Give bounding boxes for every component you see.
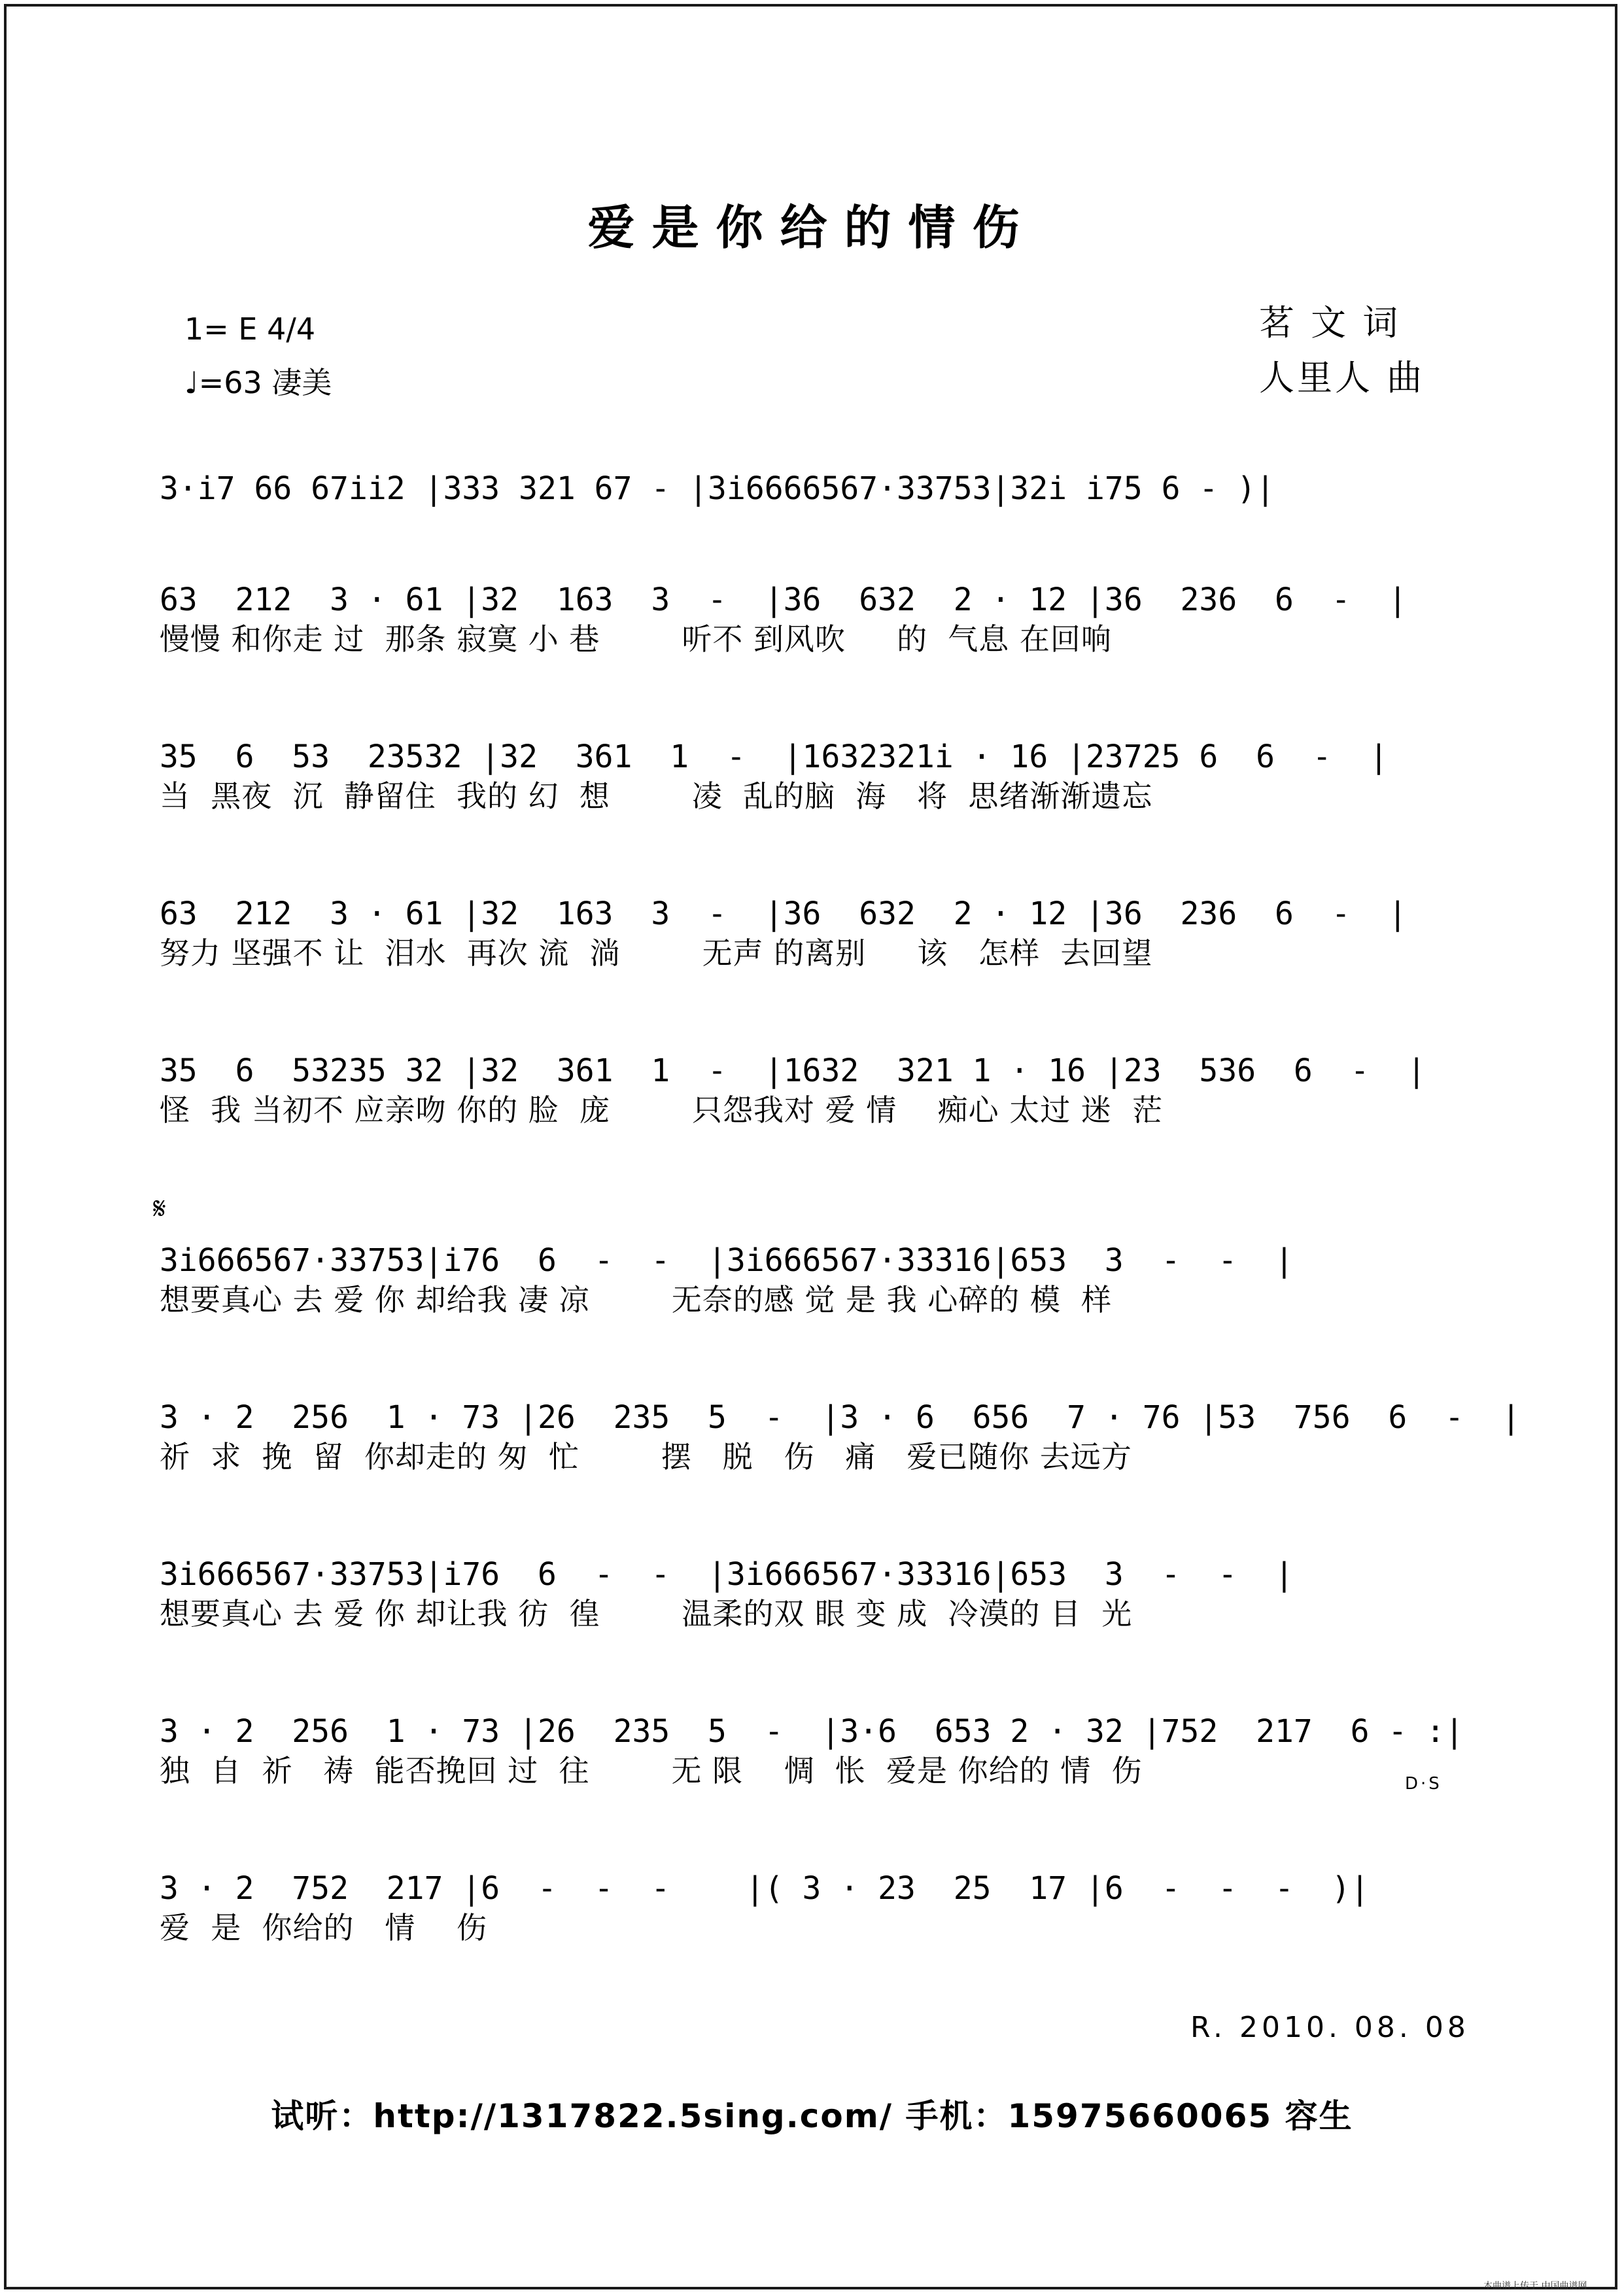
lyrics-line: 慢慢 和你走 过 那条 寂寞 小 巷 听不 到风吹 的 气息 在回响: [160, 621, 1112, 657]
score-row-6: [160, 1240, 1468, 1318]
notation-line: 3 · 2 256 1 · 73 |26 235 5 - |3·6 653 2 · 32 |752 217 6 - :|: [160, 1713, 1464, 1750]
song-title: 爱是你给的情伤: [587, 200, 1037, 255]
lyrics-line: 想要真心 去 爱 你 却给我 凄 凉 无奈的感 觉 是 我 心碎的 模 样: [160, 1282, 1113, 1317]
score-row-2: [160, 579, 1468, 657]
notation-line: 63 212 3 · 61 |32 163 3 - |36 632 2 · 12 |36 236 6 - |: [160, 896, 1408, 932]
contact-info: 试听：http://1317822.5sing.com/ 手机：15975660065 容生: [271, 2097, 1353, 2135]
lyrics-line: 爱 是 你给的 情 伤: [160, 1910, 487, 1945]
tempo: ♩=63 凄美: [184, 365, 332, 400]
score-row-4: [160, 893, 1468, 971]
score-row-5: [160, 1050, 1468, 1128]
notation-line: 3i666567·33753|i76 6 - - |3i666567·33316|653 3 - - |: [160, 1556, 1294, 1593]
score-row-3: [160, 736, 1468, 814]
composer: 人里人 曲: [1259, 357, 1425, 398]
segno-icon: 𝄋: [153, 1191, 166, 1226]
lyrics-line: 当 黑夜 沉 静留住 我的 幻 想 凌 乱的脑 海 将 思绪渐渐遗忘: [160, 778, 1153, 814]
notation-line: 35 6 53 23532 |32 361 1 - |1632321i · 16 |23725 6 6 - |: [160, 739, 1389, 775]
credits: [1259, 296, 1425, 406]
score-row-1: [160, 468, 1468, 510]
song-meta: [184, 302, 332, 409]
score-row-10: [160, 1868, 1468, 1946]
lyrics-line: 独 自 祈 祷 能否挽回 过 往 无 限 惆 怅 爱是 你给的 情 伤: [160, 1753, 1143, 1788]
revision-date: R. 2010. 08. 08: [1190, 2011, 1470, 2044]
score-row-9: [160, 1711, 1468, 1789]
notation-line: 35 6 53235 32 |32 361 1 - |1632 321 1 · 16 |23 536 6 - |: [160, 1052, 1426, 1089]
score-row-7: [160, 1397, 1521, 1475]
lyrics-line: 想要真心 去 爱 你 却让我 彷 徨 温柔的双 眼 变 成 冷漠的 目 光: [160, 1596, 1133, 1631]
lyrics-line: 努力 坚强不 让 泪水 再次 流 淌 无声 的离别 该 怎样 去回望: [160, 935, 1153, 971]
notation-line: 3 · 2 256 1 · 73 |26 235 5 - |3 · 6 656 7 · 76 |53 756 6 - |: [160, 1399, 1521, 1436]
lyricist: 茗 文 词: [1259, 302, 1401, 343]
dal-segno-mark: D·S: [1405, 1774, 1442, 1794]
score-row-8: [160, 1554, 1468, 1632]
lyrics-line: 祈 求 挽 留 你却走的 匆 忙 摆 脱 伤 痛 爱已随你 去远方: [160, 1439, 1132, 1474]
notation-line: 63 212 3 · 61 |32 163 3 - |36 632 2 · 12 |36 236 6 - |: [160, 582, 1408, 618]
lyrics-line: 怪 我 当初不 应亲吻 你的 脸 庞 只怨我对 爱 情 痴心 太过 迷 茫: [160, 1092, 1164, 1128]
notation-line: 3i666567·33753|i76 6 - - |3i666567·33316|653 3 - - |: [160, 1242, 1294, 1279]
key-meter: 1= E 4/4: [184, 311, 316, 347]
notation-line: 3 · 2 752 217 |6 - - - |( 3 · 23 25 17 |6 - - - )|: [160, 1870, 1370, 1907]
site-credit: 本曲谱上传于 中国曲谱网: [1483, 2281, 1587, 2291]
notation-line: 3·i7 66 67ii2 |333 321 67 - |3i6666567·33753|32i i75 6 - )|: [160, 470, 1275, 507]
